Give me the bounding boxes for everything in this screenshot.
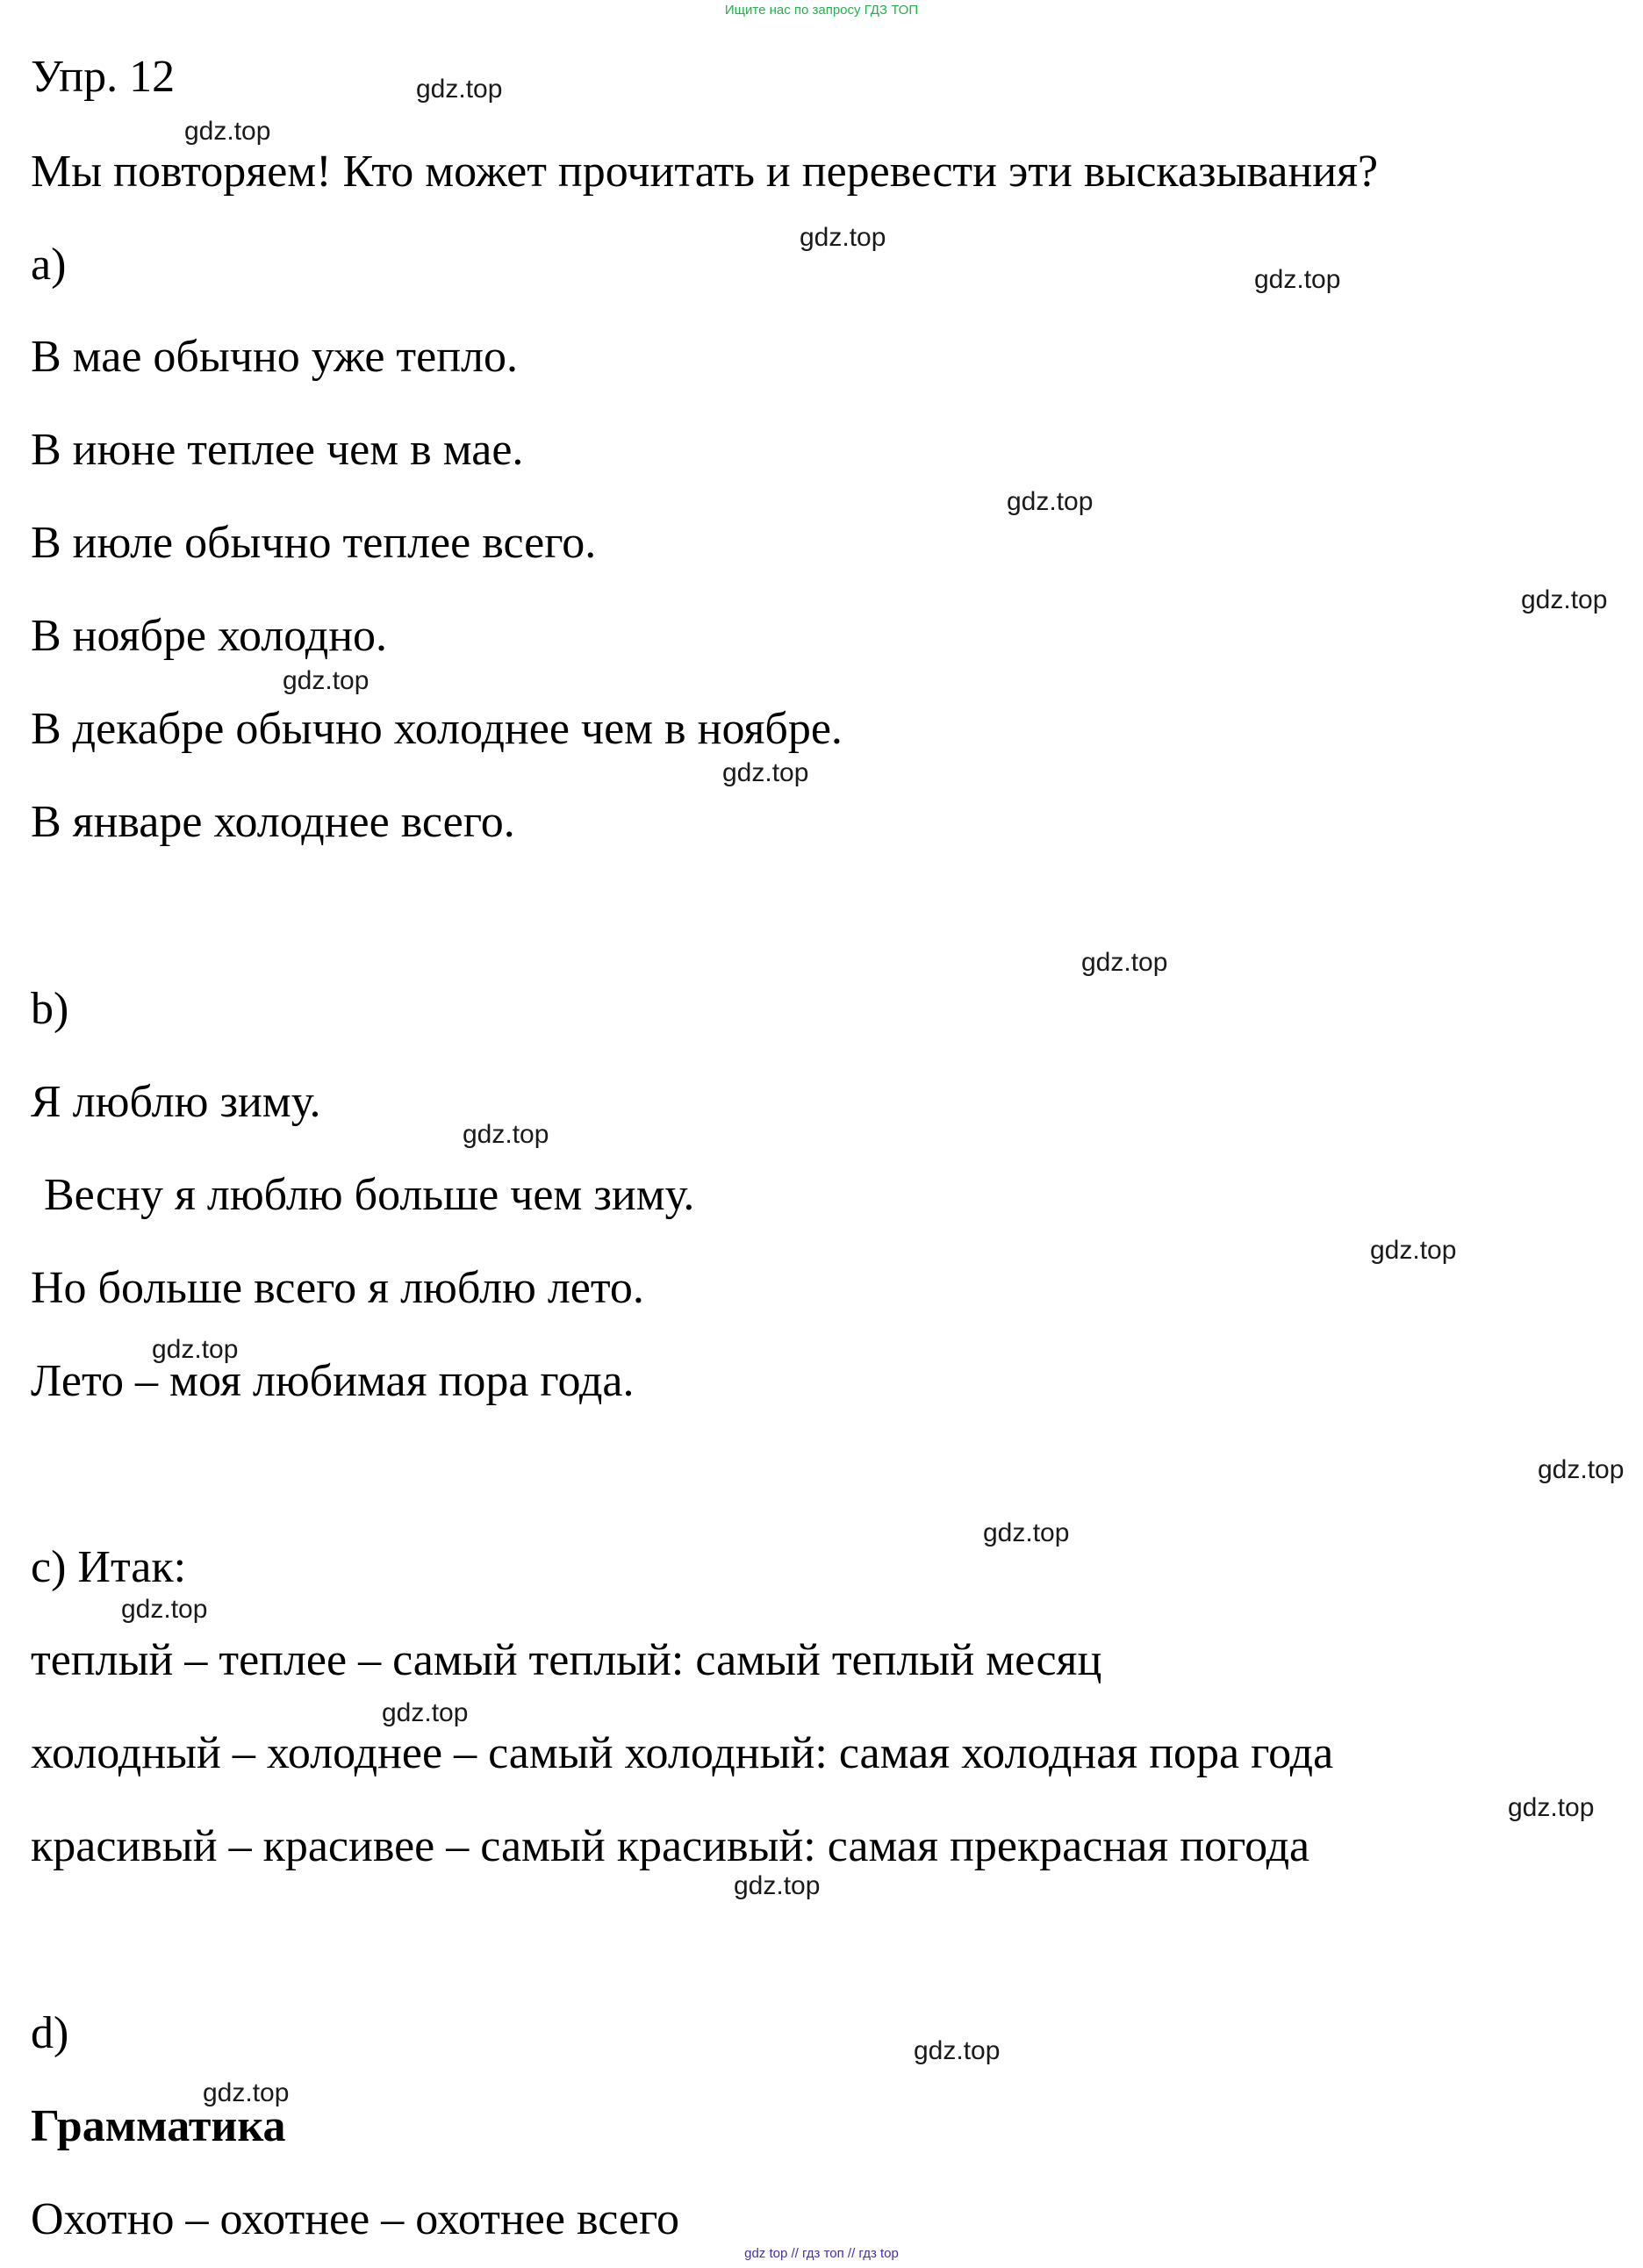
sentence-a5: В декабре обычно холоднее чем в ноябре.	[31, 704, 843, 754]
sentence-a4: В ноябре холодно.	[31, 611, 388, 661]
sentence-d1: Охотно – охотнее – охотнее всего	[31, 2194, 680, 2244]
watermark: gdz.top	[1538, 1455, 1625, 1484]
bottom-banner: gdz top // гдз топ // гдз top	[744, 2246, 899, 2261]
sentence-c1: теплый – теплее – самый теплый: самый теплый месяц	[31, 1635, 1102, 1685]
watermark: gdz.top	[1081, 948, 1168, 977]
watermark: gdz.top	[283, 666, 369, 695]
watermark: gdz.top	[1521, 585, 1608, 614]
sentence-c3: красивый – красивее – самый красивый: самая прекрасная погода	[31, 1821, 1310, 1871]
watermark: gdz.top	[463, 1120, 549, 1149]
watermark: gdz.top	[914, 2036, 1001, 2065]
watermark: gdz.top	[203, 2078, 290, 2107]
watermark: gdz.top	[121, 1595, 208, 1624]
watermark: gdz.top	[1508, 1793, 1595, 1822]
watermark: gdz.top	[800, 223, 886, 252]
watermark: gdz.top	[152, 1335, 239, 1364]
section-d-label: d)	[31, 2008, 69, 2058]
intro-text: Мы повторяем! Кто может прочитать и перевести эти высказывания?	[31, 147, 1379, 197]
sentence-a2: В июне теплее чем в мае.	[31, 425, 524, 475]
sentence-b1: Я люблю зиму.	[31, 1077, 321, 1127]
exercise-title: Упр. 12	[31, 52, 176, 102]
watermark: gdz.top	[722, 758, 809, 787]
watermark: gdz.top	[1007, 487, 1094, 516]
sentence-b4: Лето – моя любимая пора года.	[31, 1356, 635, 1406]
watermark: gdz.top	[983, 1518, 1070, 1547]
watermark: gdz.top	[1370, 1236, 1457, 1265]
sentence-b2: Весну я люблю больше чем зиму.	[44, 1170, 695, 1220]
watermark: gdz.top	[184, 117, 271, 146]
section-b-label: b)	[31, 984, 69, 1034]
sentence-b3: Но больше всего я люблю лето.	[31, 1263, 644, 1313]
watermark: gdz.top	[382, 1698, 469, 1727]
watermark: gdz.top	[416, 75, 503, 104]
top-banner: Ищите нас по запросу ГДЗ ТОП	[724, 3, 919, 18]
sentence-a1: В мае обычно уже тепло.	[31, 332, 518, 382]
sentence-c2: холодный – холоднее – самый холодный: самая холодная пора года	[31, 1728, 1334, 1778]
section-c-label: c) Итак:	[31, 1542, 187, 1592]
watermark: gdz.top	[1254, 265, 1341, 294]
sentence-a3: В июле обычно теплее всего.	[31, 518, 597, 568]
grammar-heading: Грамматика	[31, 2101, 286, 2151]
sentence-a6: В январе холоднее всего.	[31, 797, 515, 847]
section-a-label: а)	[31, 240, 67, 290]
watermark: gdz.top	[734, 1871, 821, 1900]
